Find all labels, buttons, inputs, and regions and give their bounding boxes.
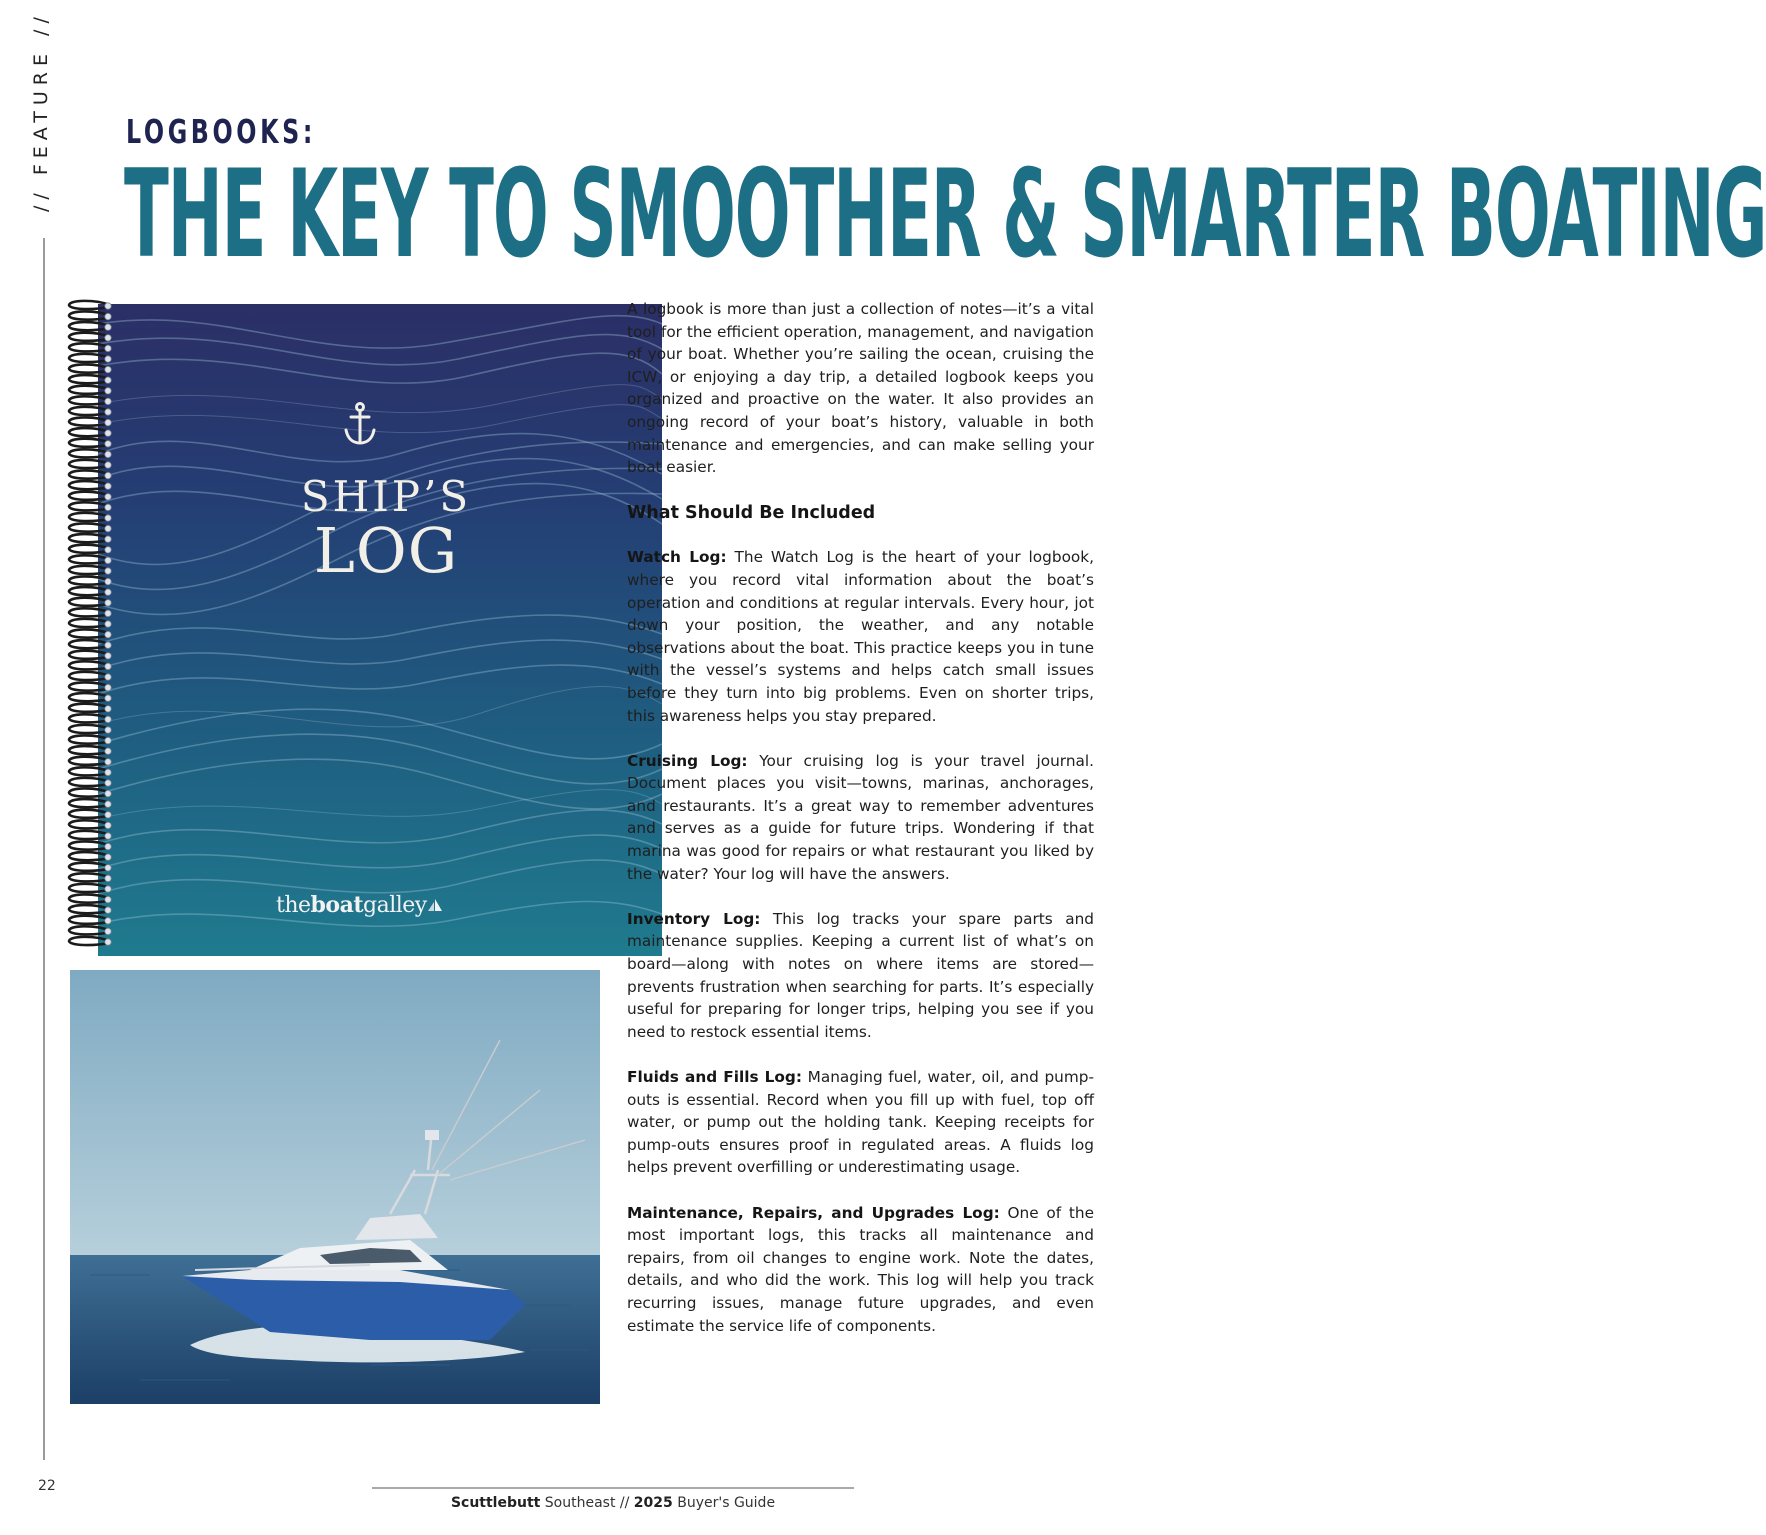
log-term: Cruising Log: (627, 751, 748, 770)
log-type-cruising (627, 750, 1094, 886)
guide-year: 2025 (633, 1495, 673, 1511)
log-term: Maintenance, Repairs, and Upgrades Log: (627, 1203, 1000, 1222)
log-description: Managing fuel, water, oil, and pump-outs is essential. Record when you fill up with fuel, top off water, or pump out the holding tank. Keeping receipts for pump-outs ensures proof in regulated areas. A fluids log helps prevent overfilling or underestimating usage. (627, 1068, 1094, 1177)
log-description: The Watch Log is the heart of your logbook, where you record vital information about the boat’s operation and conditions at regular intervals. Every hour, jot down your position, the weather, and any notable observations about the boat. This practice keeps you in tune with the vessel’s systems and helps catch small issues before they turn into big problems. Even on shorter trips, this awareness helps you stay prepared. (627, 548, 1095, 725)
log-description: This log tracks your spare parts and maintenance supplies. Keeping a current list of what’s on board—along with notes on where items are stored—prevents frustration when searching for parts. It’s especially useful for preparing for longer trips, helping you see if you need to restock essential items. (627, 909, 1094, 1041)
log-type-maintenance (627, 1202, 1094, 1338)
log-description: One of the most important logs, this tracks all maintenance and repairs, from oil changes to engine work. Note the dates, details, and who did the work. This log will help you track recurring issues, manage future upgrades, and even estimate the service life of components. (627, 1203, 1094, 1335)
section-heading: What Should Be Included (627, 503, 876, 524)
wave-pattern (98, 304, 662, 956)
log-term: Inventory Log: (627, 909, 761, 928)
log-type-watch (627, 546, 1094, 727)
page-title: THE KEY TO SMOOTHER & SMARTER BOATING (124, 144, 1766, 285)
notebook-cover (98, 304, 662, 956)
brand-logo (276, 892, 443, 918)
running-footer (372, 1495, 854, 1511)
log-type-fluids (627, 1066, 1094, 1179)
section-label: // FEATURE // (30, 11, 52, 212)
spiral-binding (64, 298, 108, 948)
guide-name: Buyer's Guide (672, 1495, 776, 1511)
log-term: Watch Log: (627, 548, 727, 567)
headline-kicker: LOGBOOKS: (126, 112, 316, 151)
anchor-icon (342, 402, 378, 446)
side-divider (43, 238, 45, 1460)
log-type-inventory (627, 908, 1094, 1044)
cover-title-line-1: SHIP’S (300, 472, 472, 521)
article-body (627, 298, 1094, 1360)
brand-bold: boat (310, 892, 364, 918)
brand-prefix: the (276, 893, 311, 918)
brand-suffix: galley (363, 893, 427, 918)
cover-title-line-2: LOG (313, 514, 459, 587)
page-number: 22 (38, 1478, 56, 1494)
sail-logo-icon (427, 899, 443, 913)
publication-region: Southeast // (540, 1495, 634, 1511)
footer-divider (372, 1487, 854, 1489)
ships-log-notebook-image (64, 298, 600, 958)
log-description: Your cruising log is your travel journal. Document places you visit—towns, marinas, anchorages, and restaurants. It’s a great way to remember adventures and serves as a guide for future trips. Wondering if that marina was good for repairs or what restaurant you liked by the water? Your log will have the answers. (627, 751, 1094, 883)
sportfishing-boat-photo (70, 970, 600, 1404)
article-intro: A logbook is more than just a collection of notes—it’s a vital tool for the efficient operation, management, and navigation of your boat. Whether you’re sailing the ocean, cruising the ICW, or enjoying a day trip, a detailed logbook keeps you organized and proactive on the water. It also provides an ongoing record of your boat’s history, valuable in both maintenance and emergencies, and can make selling your boat easier. (627, 300, 1094, 477)
log-term: Fluids and Fills Log: (627, 1068, 802, 1086)
publication-name: Scuttlebutt (450, 1495, 541, 1511)
